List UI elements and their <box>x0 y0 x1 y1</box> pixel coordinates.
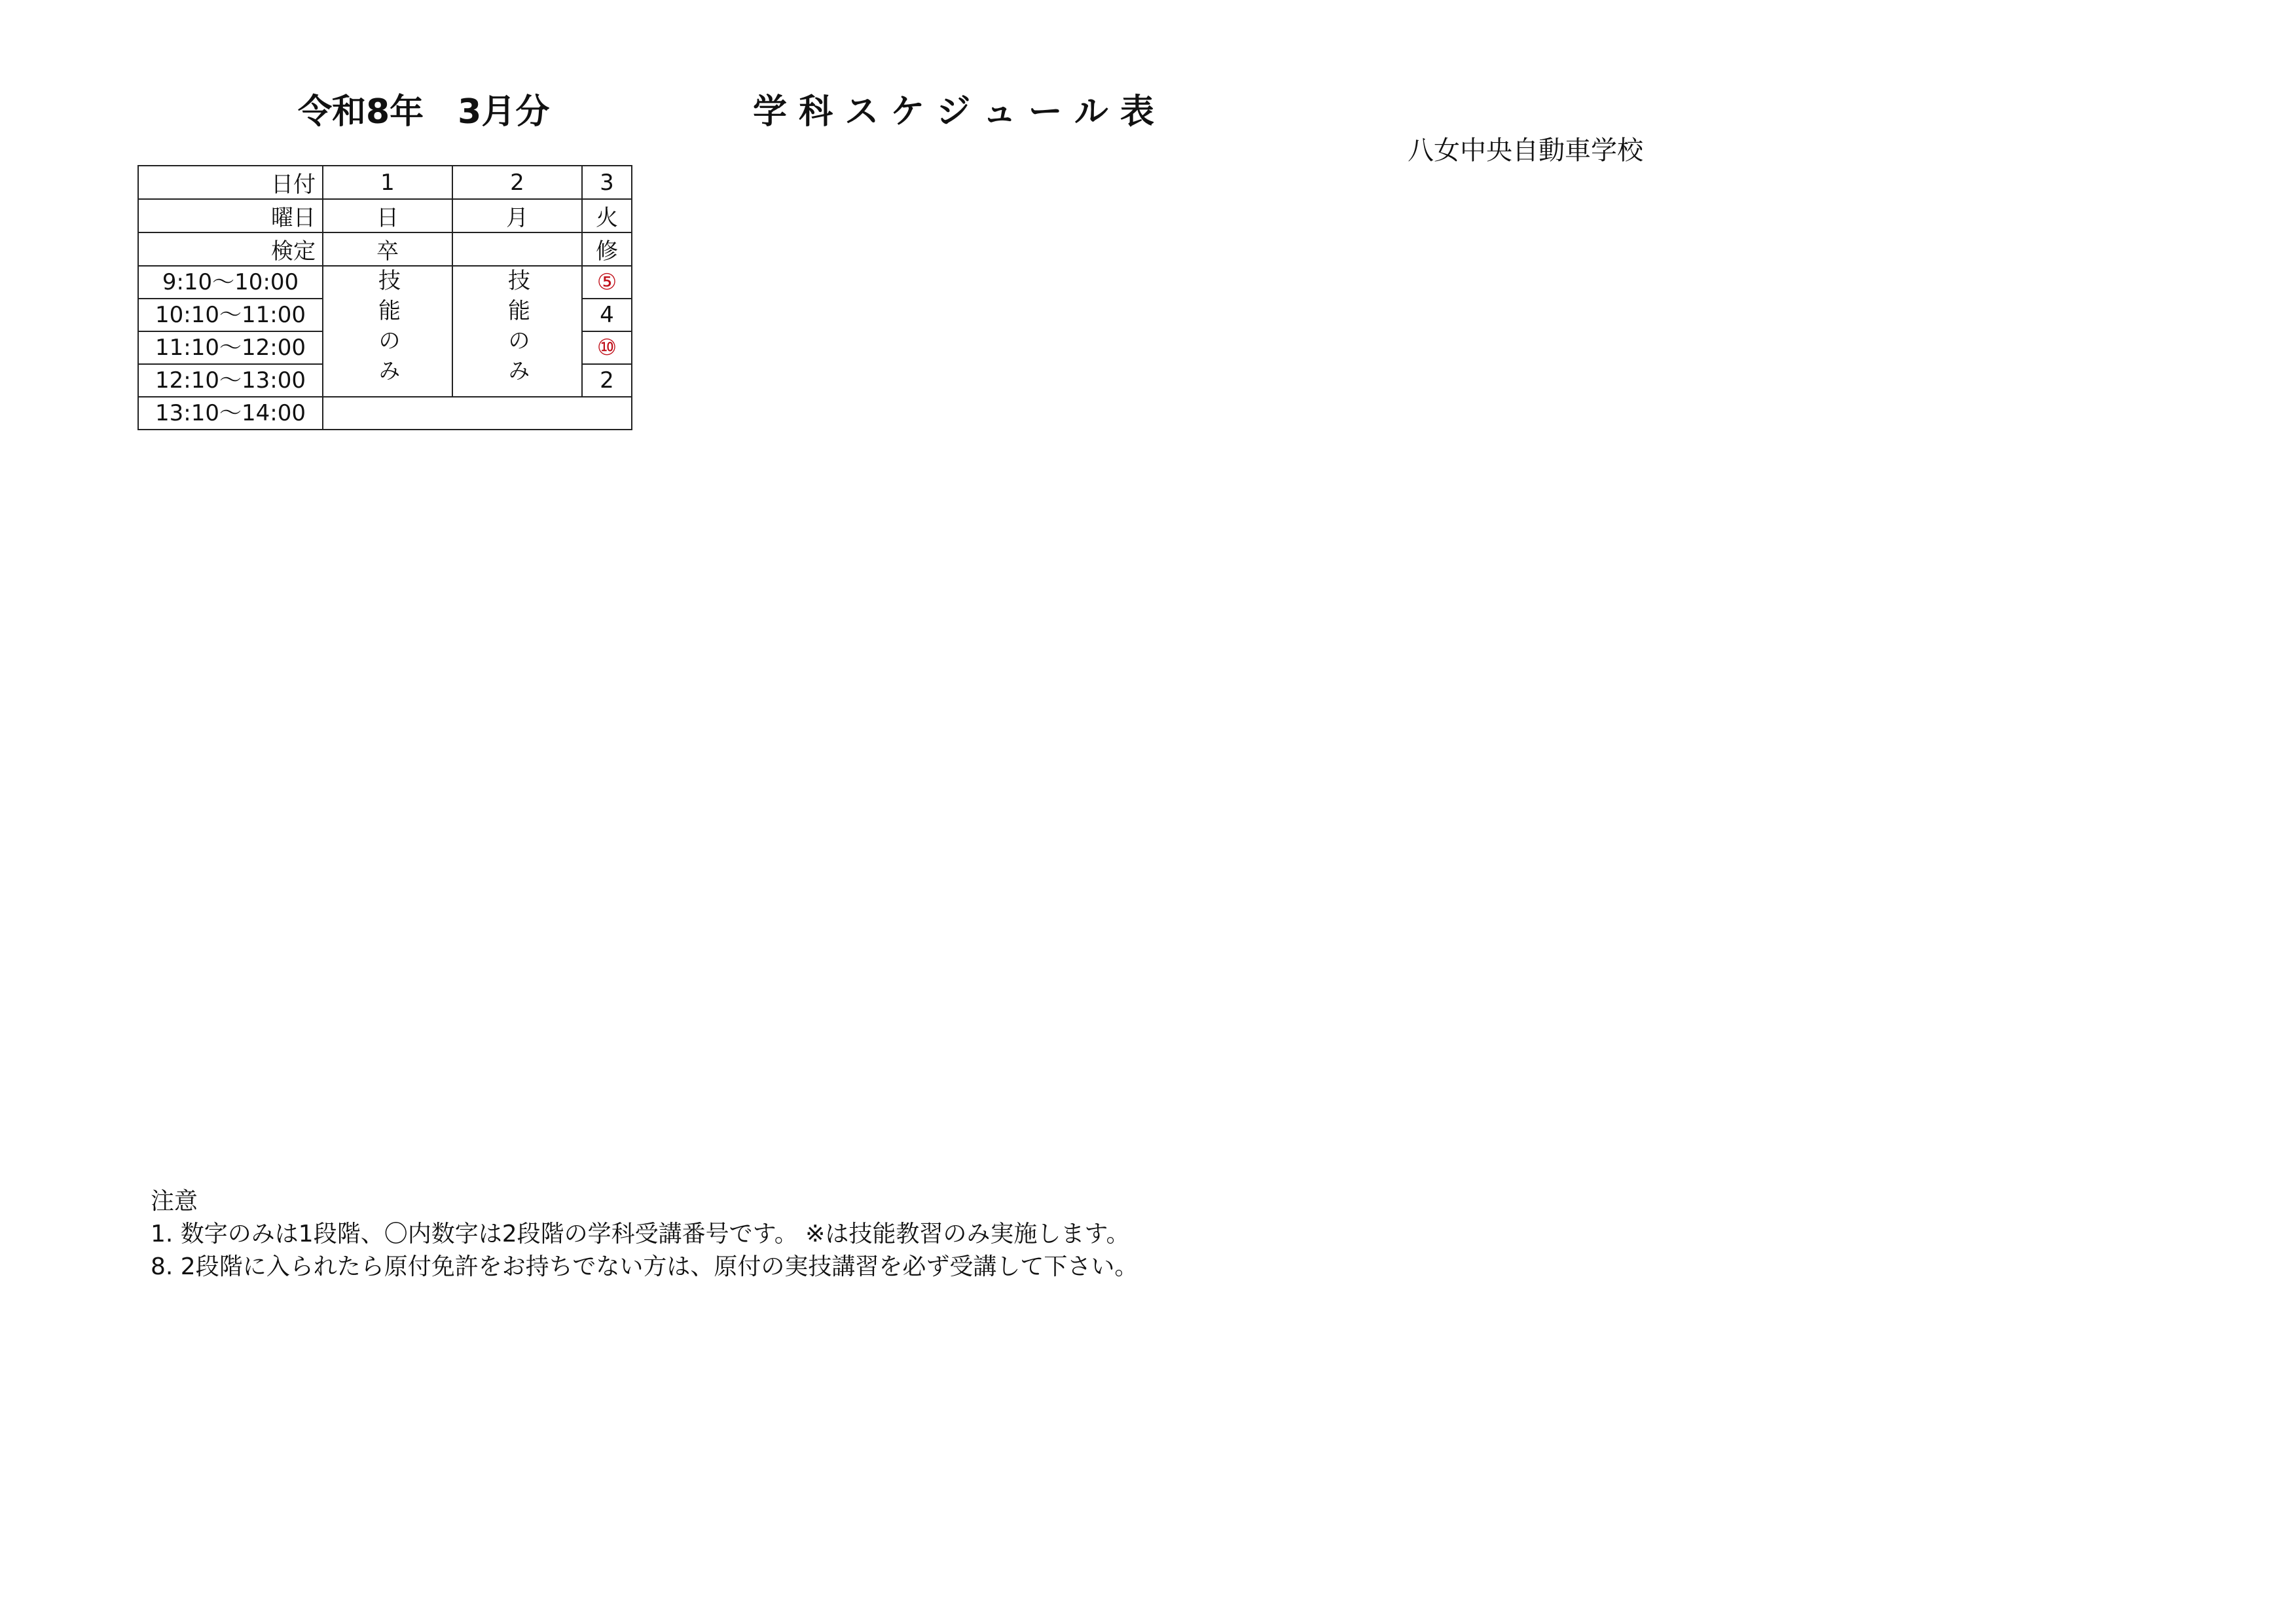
school-name: 八女中央自動車学校 <box>1408 136 1643 166</box>
row-label-date: 日付 <box>138 166 323 199</box>
lecture-cell: ⑩ <box>582 331 632 364</box>
time-slot: 10:10～11:00 <box>138 299 323 331</box>
lecture-cell: 4 <box>582 299 632 331</box>
skill-only-cell: 技能のみ <box>452 266 582 397</box>
notes-section <box>151 1185 1138 1283</box>
time-slot: 13:10～14:00 <box>138 397 323 430</box>
check-cell <box>452 232 582 266</box>
weekday-cell: 日 <box>323 199 452 232</box>
document-title: 学 科 ス ケ ジ ュ ー ル 表 <box>753 92 1154 132</box>
page-title: 令和8年 3月分 <box>298 92 550 132</box>
date-cell: 3 <box>582 166 632 199</box>
check-cell: 修 <box>582 232 632 266</box>
weekday-cell: 月 <box>452 199 582 232</box>
skill-only-cell: 技能のみ <box>323 266 452 397</box>
date-cell: 2 <box>452 166 582 199</box>
time-slot: 9:10～10:00 <box>138 266 323 299</box>
note-item: 1. 数字のみは1段階、〇内数字は2段階の学科受講番号です。 ※は技能教習のみ実施します。 <box>151 1221 1130 1247</box>
time-slot: 12:10～13:00 <box>138 364 323 397</box>
date-cell: 1 <box>323 166 452 199</box>
lunch-break-cell <box>323 397 632 430</box>
notes-heading: 注意 <box>151 1188 198 1215</box>
lecture-cell: ⑤ <box>582 266 632 299</box>
weekday-cell: 火 <box>582 199 632 232</box>
note-item: 8. 2段階に入られたら原付免許をお持ちでない方は、原付の実技講習を必ず受講して下さい。 <box>151 1253 1139 1280</box>
check-cell: 卒 <box>323 232 452 266</box>
time-slot: 11:10～12:00 <box>138 331 323 364</box>
lecture-cell: 2 <box>582 364 632 397</box>
row-label-weekday: 曜日 <box>138 199 323 232</box>
schedule-table <box>137 165 632 430</box>
row-label-check: 検定 <box>138 232 323 266</box>
